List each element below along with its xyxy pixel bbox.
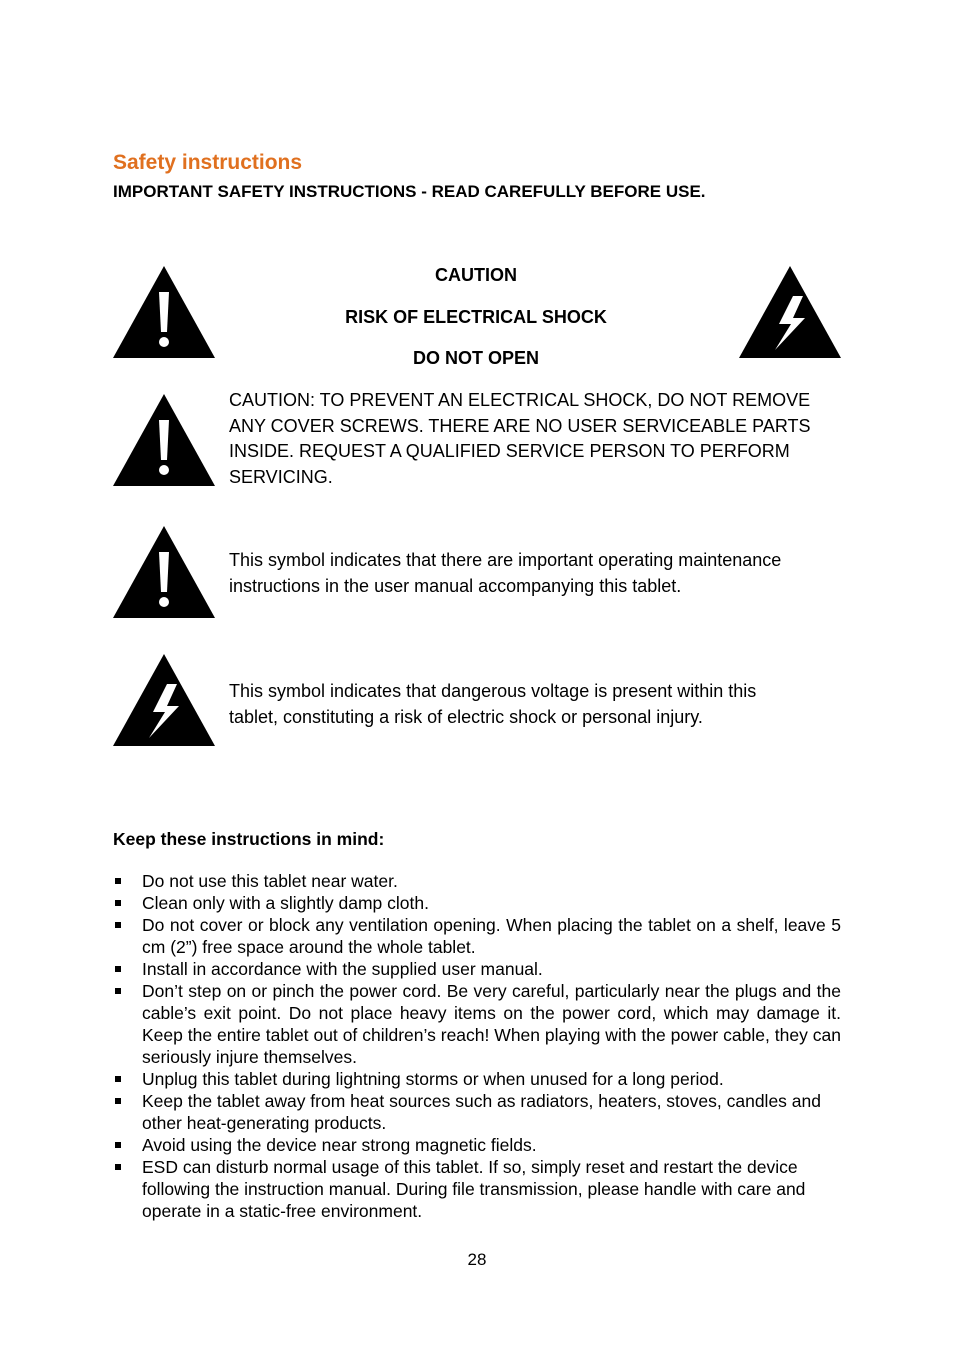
bullet-icon	[115, 966, 121, 972]
bullet-icon	[115, 900, 121, 906]
list-item: Do not use this tablet near water.	[113, 870, 841, 892]
voltage-paragraph: This symbol indicates that dangerous voltage is present within this tablet, constituting a risk of electric shock or personal injury.	[229, 681, 757, 727]
bullet-icon	[115, 988, 121, 994]
bullet-icon	[115, 1164, 121, 1170]
page-number: 28	[467, 1250, 487, 1269]
instructions-list	[113, 870, 841, 1222]
do-not-open-heading: DO NOT OPEN	[412, 348, 539, 368]
exclamation-warning-icon	[113, 526, 215, 618]
instructions-heading: Keep these instructions in mind:	[113, 829, 385, 849]
list-item: Keep the tablet away from heat sources such as radiators, heaters, stoves, candles and other heat-generating products.	[113, 1090, 841, 1134]
caution-heading: CAUTION	[435, 265, 517, 285]
list-item: Do not cover or block any ventilation opening. When placing the tablet on a shelf, leave 5 cm (2”) free space around the whole tablet.	[113, 914, 841, 958]
bullet-icon	[115, 1098, 121, 1104]
list-item: Unplug this tablet during lightning storms or when unused for a long period.	[113, 1068, 841, 1090]
list-item: Install in accordance with the supplied user manual.	[113, 958, 841, 980]
risk-heading: RISK OF ELECTRICAL SHOCK	[345, 307, 607, 327]
bullet-icon	[115, 922, 121, 928]
maintenance-paragraph: This symbol indicates that there are important operating maintenance instructions in the user manual accompanying this tablet.	[229, 550, 782, 596]
list-item: Avoid using the device near strong magnetic fields.	[113, 1134, 841, 1156]
list-item: Don’t step on or pinch the power cord. Be very careful, particularly near the plugs and the cable’s exit point. Do not place heavy items on the power cord, which may damage it. Keep the entire tablet out of children’s reach! When playing with the power cable, they can seriously injure themselves.	[113, 980, 841, 1068]
list-item: ESD can disturb normal usage of this tablet. If so, simply reset and restart the device following the instruction manual. During file transmission, please handle with care and operate in a static-free environment.	[113, 1156, 841, 1222]
bullet-icon	[115, 1076, 121, 1082]
exclamation-warning-icon	[113, 394, 215, 486]
list-item: Clean only with a slightly damp cloth.	[113, 892, 841, 914]
bullet-icon	[115, 878, 121, 884]
caution-paragraph: CAUTION: TO PREVENT AN ELECTRICAL SHOCK, DO NOT REMOVE ANY COVER SCREWS. THERE ARE NO USER SERVICEABLE PARTS INSIDE. REQUEST A QUALIFIED SERVICE PERSON TO PERFORM SERVICING.	[229, 390, 811, 487]
exclamation-warning-icon	[113, 266, 215, 358]
page-title: Safety instructions	[113, 151, 303, 174]
lightning-warning-icon	[113, 654, 215, 746]
bullet-icon	[115, 1142, 121, 1148]
page-subtitle: IMPORTANT SAFETY INSTRUCTIONS - READ CAREFULLY BEFORE USE.	[113, 182, 706, 201]
lightning-warning-icon	[739, 266, 841, 358]
